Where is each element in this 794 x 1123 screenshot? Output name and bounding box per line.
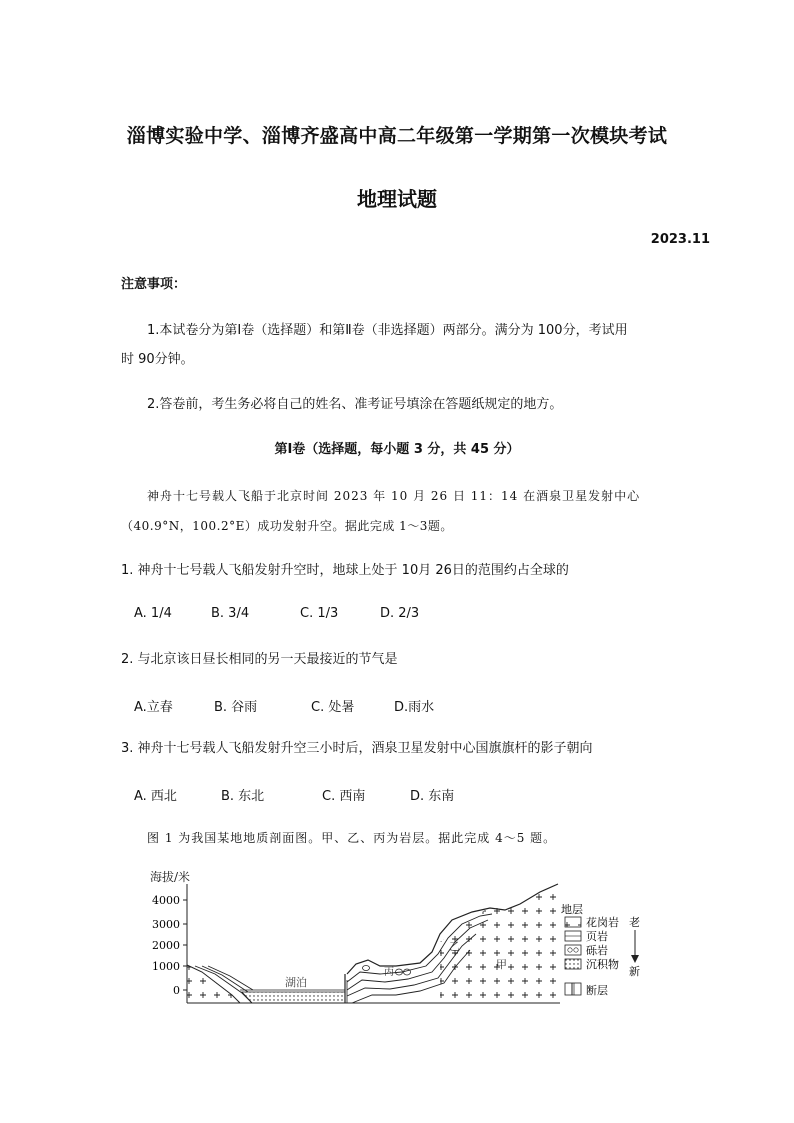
y-tick-0: 0 [173,984,180,997]
passage-1-line-1: 神舟十七号载人飞船于北京时间 2023 年 10 月 26 日 11：14 在酒泉卫星发射中心 [147,489,641,503]
legend-title: 地层 [561,903,583,916]
rock-label-yi: 乙 [449,940,460,953]
exam-date: 2023.11 [650,232,710,247]
legend-shale: 页岩 [586,930,608,943]
lake-label: 湖泊 [285,976,307,989]
notice-heading: 注意事项： [121,277,187,292]
question-1-option-b[interactable]: B. 3/4 [211,606,250,621]
granite-body-jia [400,884,558,1003]
y-axis-label: 海拔/米 [150,870,191,884]
legend-conglomerate: 砾岩 [586,944,608,957]
question-3-option-c[interactable]: C. 西南 [322,789,366,804]
question-1-stem: 1. 神舟十七号载人飞船发射升空时，地球上处于 10月 26日的范围约占全球的 [121,563,569,578]
legend-old-label: 老 [629,916,640,929]
y-ticks [152,894,187,997]
question-1-option-a[interactable]: A. 1/4 [134,606,172,621]
subject-title: 地理试题 [357,187,437,211]
question-3-option-b[interactable]: B. 东北 [221,789,265,804]
legend-granite: 花岗岩 [586,916,619,929]
question-1-option-c[interactable]: C. 1/3 [300,606,339,621]
legend-swatch-conglomerate [565,945,581,955]
question-2-option-a[interactable]: A.立春 [134,700,173,715]
y-tick-2000: 2000 [152,939,180,952]
passage-1-line-2: （40.9°N，100.2°E）成功发射升空。据此完成 1～3题。 [121,519,453,533]
rock-label-jia: 甲 [496,958,507,971]
question-3-option-a[interactable]: A. 西北 [134,789,177,804]
legend-fault: 断层 [586,984,608,997]
lake-sediment [242,992,345,1003]
passage-2: 图 1 为我国某地地质剖面图。甲、乙、丙为岩层。据此完成 4～5 题。 [147,831,557,845]
legend-sediment: 沉积物 [586,958,619,971]
question-3-option-d[interactable]: D. 东南 [410,789,455,804]
question-2-stem: 2. 与北京该日昼长相同的另一天最接近的节气是 [121,652,398,667]
legend-new-label: 新 [629,965,640,978]
section-1-title: 第Ⅰ卷（选择题，每小题 3 分，共 45 分） [274,442,520,457]
y-tick-3000: 3000 [152,918,180,931]
notice-item-2: 2.答卷前，考生务必将自己的姓名、准考证号填涂在答题纸规定的地方。 [147,397,563,412]
question-2-option-c[interactable]: C. 处暑 [311,700,355,715]
question-2-option-d[interactable]: D.雨水 [394,700,435,715]
y-tick-1000: 1000 [152,960,180,973]
rock-label-bing: 丙 [384,967,394,978]
question-1-option-d[interactable]: D. 2/3 [380,606,420,621]
question-2-option-b[interactable]: B. 谷雨 [214,700,258,715]
exam-title: 淄博实验中学、淄博齐盛高中高二年级第一学期第一次模块考试 [126,125,668,147]
notice-item-1-line-2: 时 90分钟。 [121,352,194,367]
question-3-stem: 3. 神舟十七号载人飞船发射升空三小时后，酒泉卫星发射中心国旗旗杆的影子朝向 [121,741,593,756]
y-tick-4000: 4000 [152,894,180,907]
legend [561,902,640,997]
geologic-section-figure [140,862,680,1012]
legend-swatch-sediment [565,959,581,969]
legend-swatch-fault [565,983,581,995]
legend-swatch-granite [565,917,581,927]
notice-item-1-line-1: 1.本试卷分为第Ⅰ卷（选择题）和第Ⅱ卷（非选择题）两部分。满分为 100分，考试用 [147,323,628,338]
